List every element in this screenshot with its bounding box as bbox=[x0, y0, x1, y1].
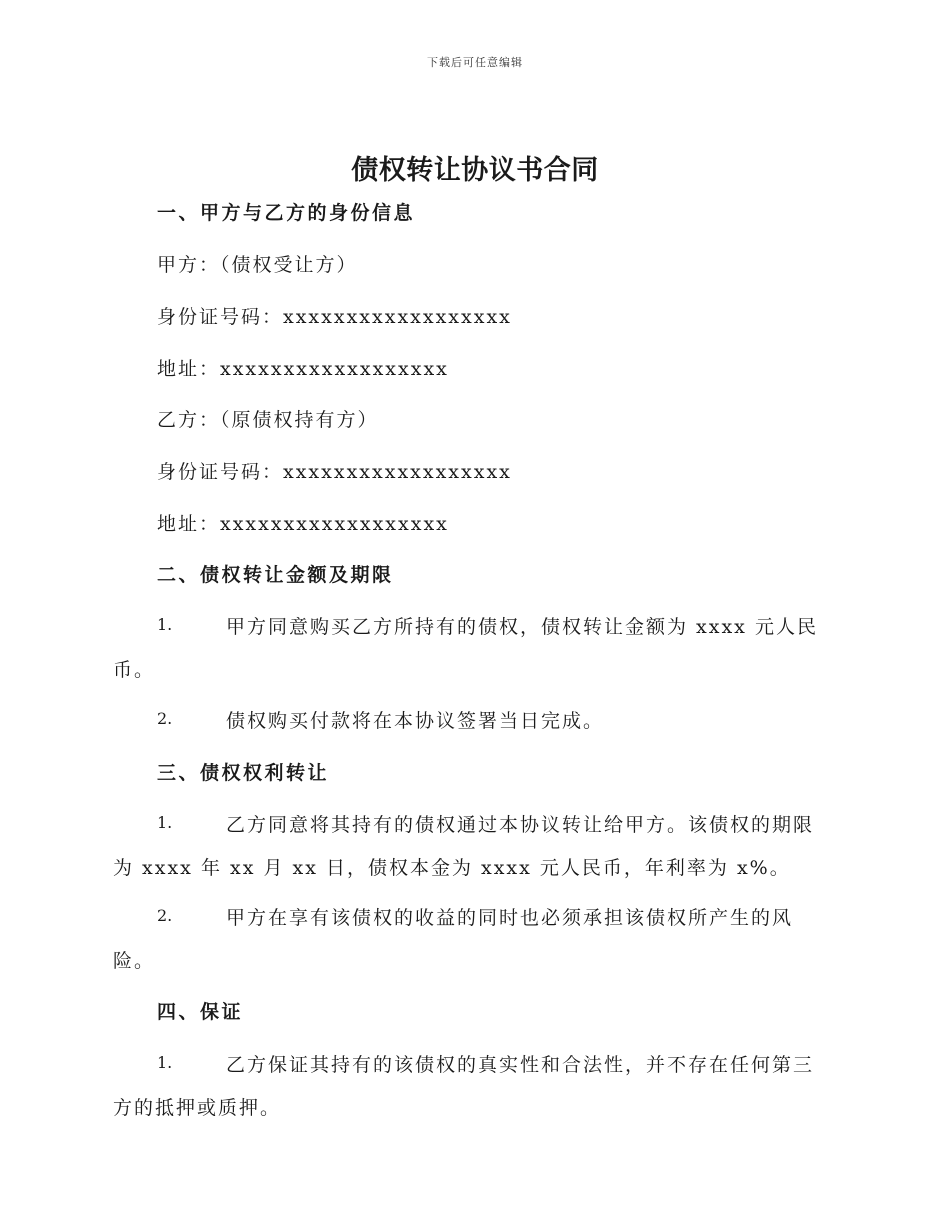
section-2-item-2-line-1: 债权购买付款将在本协议签署当日完成。 bbox=[226, 710, 605, 732]
party-a-address: 地址：xxxxxxxxxxxxxxxxxx bbox=[157, 358, 449, 380]
section-3-item-1-line-2: 为 xxxx 年 xx 月 xx 日，债权本金为 xxxx 元人民币，年利率为 x%。 bbox=[113, 857, 791, 879]
section-4-heading: 四、保证 bbox=[157, 1001, 244, 1023]
section-3-item-1-number: 1. bbox=[157, 813, 173, 832]
party-a-label: 甲方：（债权受让方） bbox=[157, 254, 358, 276]
party-b-label: 乙方：（原债权持有方） bbox=[157, 409, 379, 431]
party-b-id: 身份证号码：xxxxxxxxxxxxxxxxxx bbox=[157, 461, 512, 483]
document-title: 债权转让协议书合同 bbox=[351, 155, 599, 186]
section-2-item-1-line-2: 币。 bbox=[113, 659, 156, 681]
section-4-item-1-number: 1. bbox=[157, 1053, 173, 1072]
section-2-item-1-number: 1. bbox=[157, 615, 173, 634]
header-note: 下载后可任意编辑 bbox=[427, 56, 523, 69]
section-2-item-1-line-1: 甲方同意购买乙方所持有的债权，债权转让金额为 xxxx 元人民 bbox=[226, 616, 818, 638]
section-1-heading: 一、甲方与乙方的身份信息 bbox=[157, 202, 416, 224]
section-2-heading: 二、债权转让金额及期限 bbox=[157, 564, 394, 586]
section-3-item-2-number: 2. bbox=[157, 906, 173, 925]
section-4-item-1-line-2: 方的抵押或质押。 bbox=[113, 1097, 282, 1119]
section-2-item-2-number: 2. bbox=[157, 709, 173, 728]
section-3-item-1-line-1: 乙方同意将其持有的债权通过本协议转让给甲方。该债权的期限 bbox=[226, 814, 815, 836]
section-4-item-1-line-1: 乙方保证其持有的该债权的真实性和合法性，并不存在任何第三 bbox=[226, 1054, 815, 1076]
party-a-id: 身份证号码：xxxxxxxxxxxxxxxxxx bbox=[157, 306, 512, 328]
section-3-heading: 三、债权权利转让 bbox=[157, 762, 330, 784]
section-3-item-2-line-2: 险。 bbox=[113, 950, 156, 972]
section-3-item-2-line-1: 甲方在享有该债权的收益的同时也必须承担该债权所产生的风 bbox=[226, 907, 794, 929]
party-b-address: 地址：xxxxxxxxxxxxxxxxxx bbox=[157, 513, 449, 535]
